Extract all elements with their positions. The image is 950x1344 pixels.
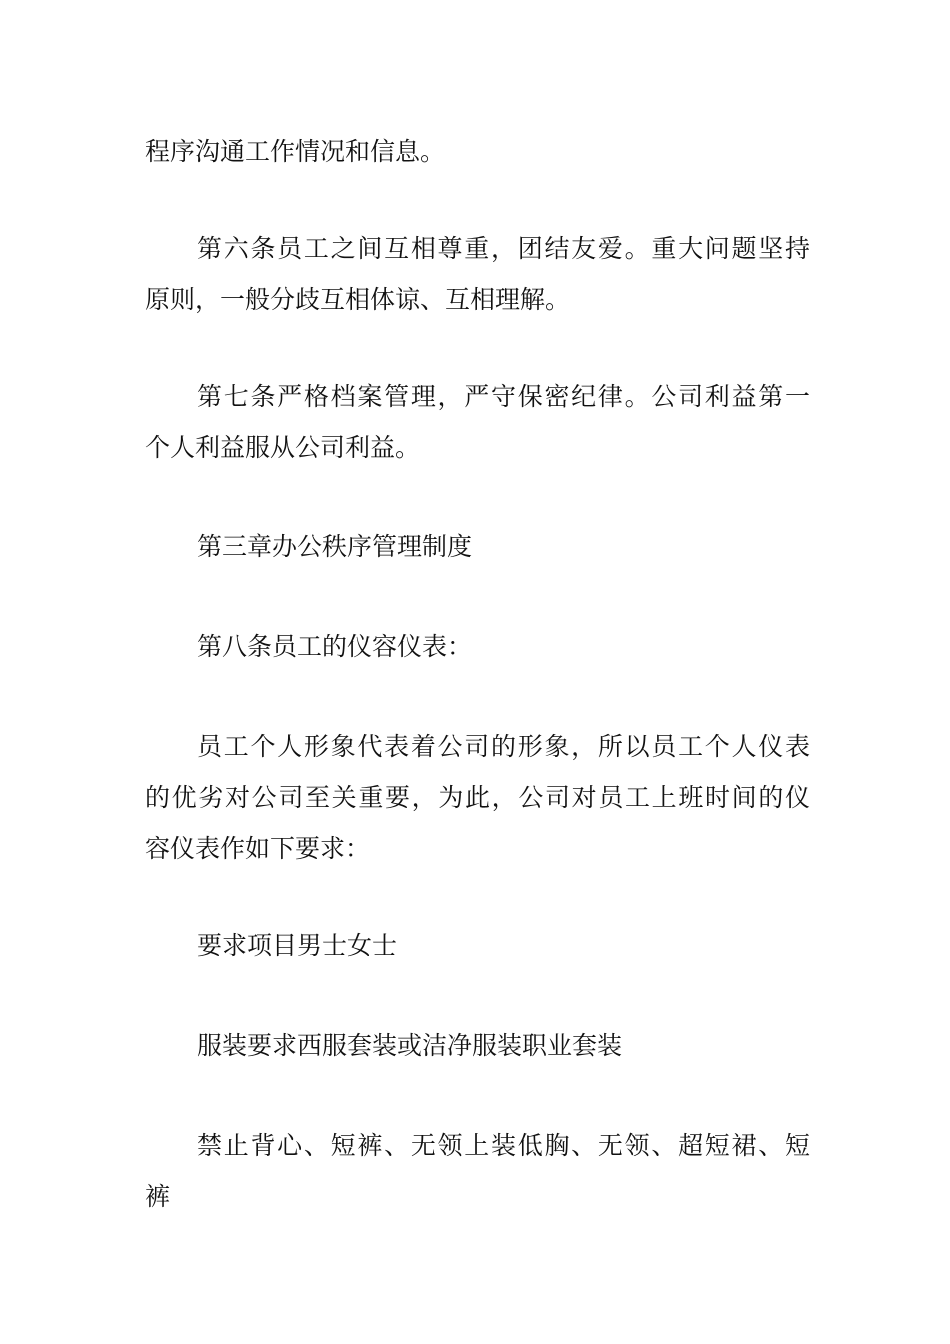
text-line-12: 服装要求西服套装或洁净服装职业套装	[197, 1031, 623, 1060]
text-line-7: 第八条员工的仪容仪表：	[197, 632, 473, 661]
text-line-4: 第七条严格档案管理，严守保密纪律。公司利益第一	[197, 382, 810, 411]
text-line-13: 禁止背心、短裤、无领上装低胸、无领、超短裙、短	[197, 1131, 810, 1160]
text-line-10: 容仪表作如下要求：	[145, 834, 371, 863]
text-line-14: 裤	[145, 1182, 171, 1211]
text-line-1: 程序沟通工作情况和信息。	[145, 137, 446, 166]
text-line-11: 要求项目男士女士	[197, 931, 398, 960]
text-line-2: 第六条员工之间互相尊重，团结友爱。重大问题坚持	[197, 234, 810, 263]
text-line-8: 员工个人形象代表着公司的形象，所以员工个人仪表	[197, 732, 810, 761]
chapter-heading: 第三章办公秩序管理制度	[197, 532, 473, 561]
text-line-5: 个人利益服从公司利益。	[145, 433, 421, 462]
text-line-3: 原则，一般分歧互相体谅、互相理解。	[145, 285, 571, 314]
text-line-9: 的优劣对公司至关重要，为此，公司对员工上班时间的仪	[145, 783, 810, 812]
